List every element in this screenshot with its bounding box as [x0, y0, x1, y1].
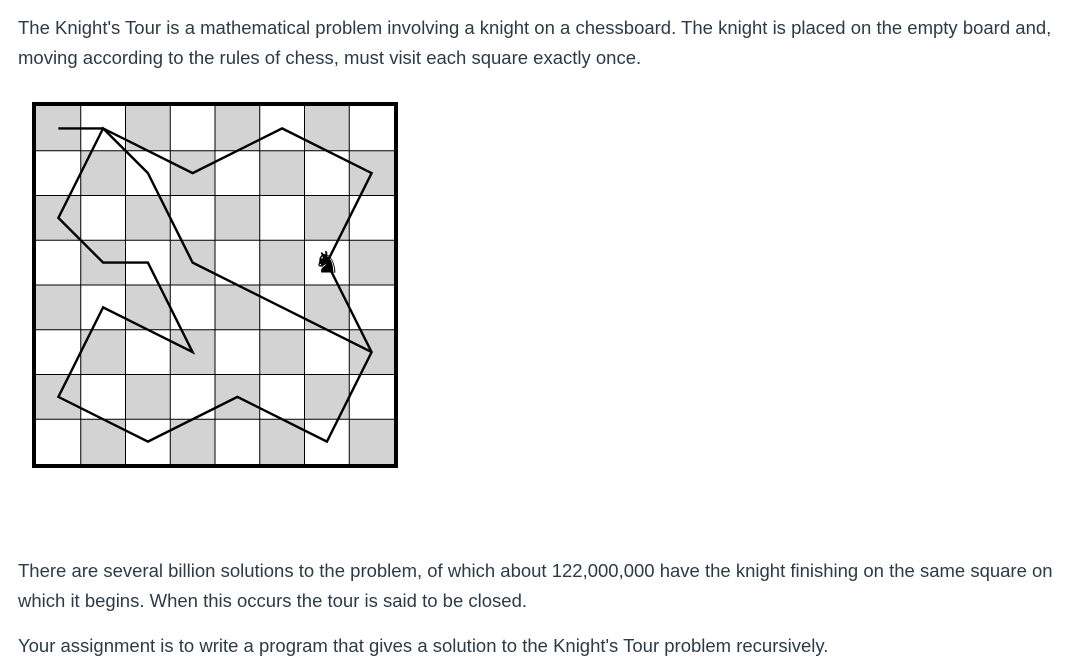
board-square	[36, 240, 81, 285]
intro-paragraph: The Knight's Tour is a mathematical problem involving a knight on a chessboard. The knight is placed on the empty board and, moving according to the rules of chess, must visit each square exactly once.	[18, 17, 1052, 68]
board-square	[349, 106, 394, 151]
board-square	[349, 419, 394, 464]
board-square	[126, 375, 171, 420]
black-knight-icon: ♞	[313, 245, 341, 281]
board-square	[260, 330, 305, 375]
board-square	[260, 151, 305, 196]
board-square	[215, 330, 260, 375]
board-square	[36, 285, 81, 330]
board-square	[170, 106, 215, 151]
chessboard	[32, 102, 398, 468]
board-square	[215, 419, 260, 464]
board-square	[260, 196, 305, 241]
solutions-paragraph: There are several billion solutions to the problem, of which about 122,000,000 have the knight finishing on the same square on which it begins. When this occurs the tour is said to be closed.	[18, 560, 1053, 611]
chessboard-figure	[32, 102, 398, 468]
board-square	[349, 240, 394, 285]
board-square	[260, 240, 305, 285]
assignment-paragraph: Your assignment is to write a program that gives a solution to the Knight's Tour problem recursively.	[18, 635, 829, 656]
board-square	[81, 196, 126, 241]
board-square	[36, 419, 81, 464]
board-square	[215, 196, 260, 241]
